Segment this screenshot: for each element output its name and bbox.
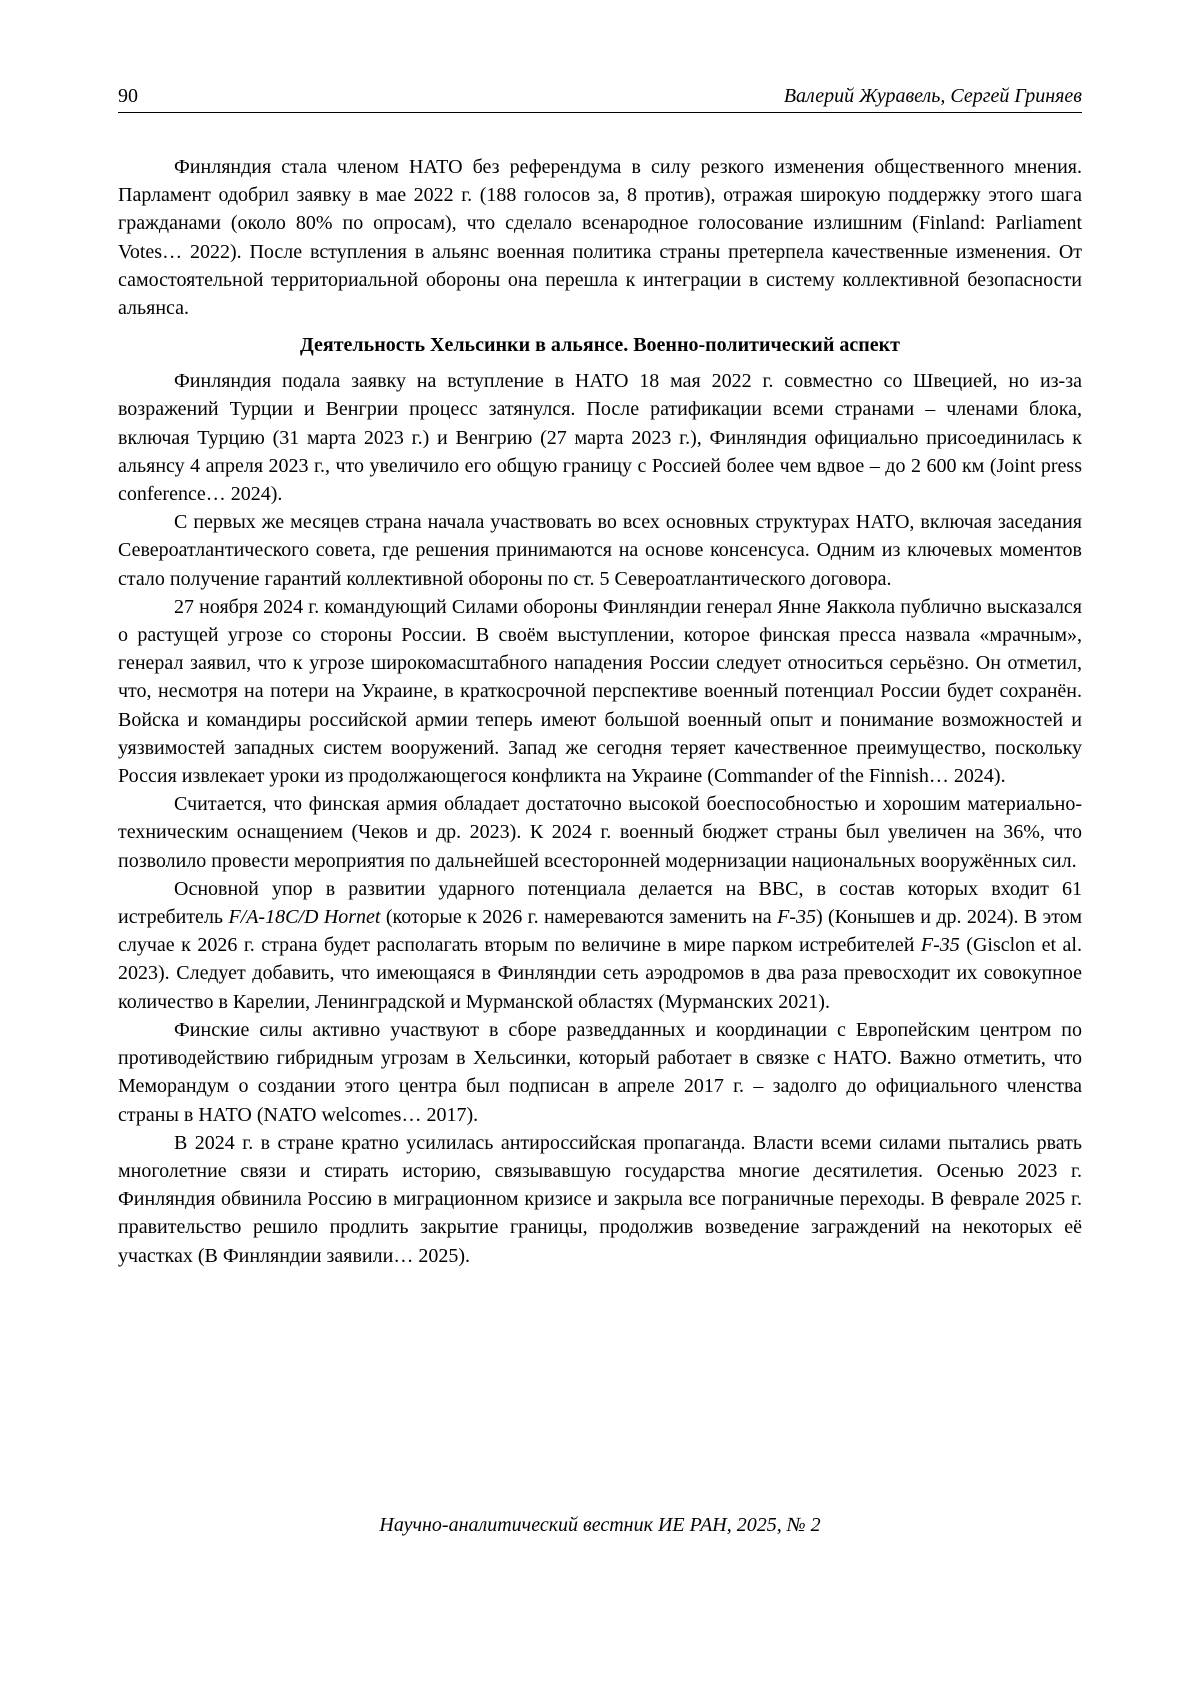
paragraph-6-text: ) (Конышев и др. 2024). В этом случае к 2026 г. страна будет располагать вторым по величине в мире парком истребителей [118,906,1083,957]
aircraft-name: F-35 [920,934,960,957]
paragraph-6-text: (которые к 2026 г. намереваются заменить на [380,906,778,929]
page-number: 90 [118,85,138,107]
paragraph-6-text: (Gisclon et al. 2023). Следует добавить, что имеющаяся в Финляндии сеть аэродромов в два раза превосходит их совокупное количество в Карелии, Ленинградской и Мурманской областях (Мурманских 2021). [118,934,1082,1013]
paragraph-8: В 2024 г. в стране кратно усилилась антироссийская пропаганда. Власти всеми силами пытались рвать многолетние связи и стирать историю, связывавшую государства многие десятилетия. Осенью 2023 г. Финляндия обвинила Россию в миграционном кризисе и закрыла все пограничные переходы. В феврале 2025 г. правительство решило продлить закрытие границы, продолжив возведение заграждений на некоторых её участках (В Финляндии заявили… 2025). [118,1131,1082,1267]
paragraph-3: С первых же месяцев страна начала участвовать во всех основных структурах НАТО, включая заседания Североатлантического совета, где решения принимаются на основе консенсуса. Одним из ключевых моментов стало получение гарантий коллективной обороны по ст. 5 Североатлантического договора. [118,511,1082,590]
paragraph-4: 27 ноября 2024 г. командующий Силами обороны Финляндии генерал Янне Яаккола публично высказался о растущей угрозе со стороны России. В своём выступлении, которое финская пресса назвала «мрачным», генерал заявил, что к угрозе широкомасштабного нападения России следует относиться серьёзно. Он отметил, что, несмотря на потери на Украине, в краткосрочной перспективе военный потенциал России будет сохранён. Войска и командиры российской армии теперь имеют большой военный опыт и понимание возможностей и уязвимостей западных систем вооружений. Запад же сегодня теряет качественное преимущество, поскольку Россия извлекает уроки из продолжающегося конфликта на Украине (Commander of the Finnish… 2024). [118,595,1082,788]
paragraph-6-text: Основной упор в развитии ударного потенциала делается на ВВС, в состав которых входит 61 истребитель [118,877,1082,929]
document-page [118,80,1082,1640]
section-heading: Деятельность Хельсинки в альянсе. Военно-политический аспект [300,334,900,357]
journal-footer: Научно-аналитический вестник ИЕ РАН, 2025, № 2 [379,1514,821,1536]
paragraph-1: Финляндия стала членом НАТО без референдума в силу резкого изменения общественного мнения. Парламент одобрил заявку в мае 2022 г. (188 голосов за, 8 против), отражая широкую поддержку этого шага гражданами (около 80% по опросам), что сделало всенародное голосование излишним (Finland: Parliament Votes… 2022). После вступления в альянс военная политика страны претерпела качественные изменения. От самостоятельной территориальной обороны она перешла к интеграции в систему коллективной безопасности альянса. [118,156,1082,320]
aircraft-name: F-35 [777,906,816,929]
running-head-authors: Валерий Журавель, Сергей Гриняев [783,85,1082,107]
aircraft-name: F/A-18C/D Hornet [228,906,381,929]
paragraph-7: Финские силы активно участвуют в сборе разведданных и координации с Европейским центром по противодействию гибридным угрозам в Хельсинки, который работает в связке с НАТО. Важно отметить, что Меморандум о создании этого центра был подписан в апреле 2017 г. – задолго до официального членства страны в НАТО (NATO welcomes… 2017). [118,1018,1082,1126]
running-head [118,80,1082,113]
paragraph-2: Финляндия подала заявку на вступление в НАТО 18 мая 2022 г. совместно со Швецией, но из-за возражений Турции и Венгрии процесс затянулся. После ратификации всеми странами – членами блока, включая Турцию (31 марта 2023 г.) и Венгрию (27 марта 2023 г.), Финляндия официально присоединилась к альянсу 4 апреля 2023 г., что увеличило его общую границу с Россией более чем вдвое – до 2 600 км (Joint press conference… 2024). [118,370,1082,506]
paragraph-6 [118,875,1082,1016]
article-body [118,153,1082,1270]
paragraph-5: Считается, что финская армия обладает достаточно высокой боеспособностью и хорошим материально-техническим оснащением (Чеков и др. 2023). К 2024 г. военный бюджет страны был увеличен на 36%, что позволило провести мероприятия по дальнейшей всесторонней модернизации национальных вооружённых сил. [118,793,1082,872]
